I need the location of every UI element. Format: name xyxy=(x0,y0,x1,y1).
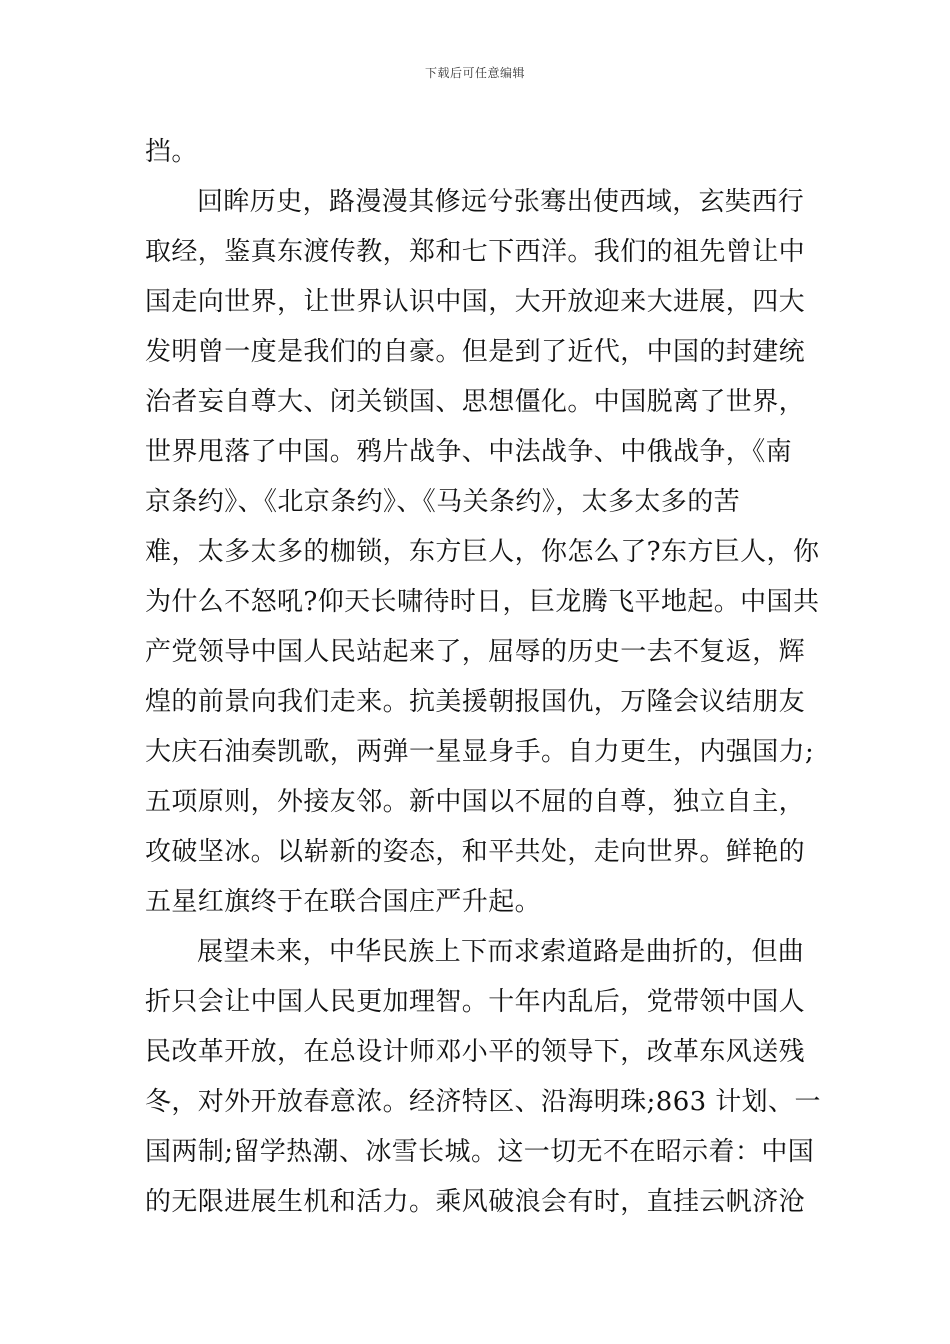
text-line: 挡。 xyxy=(145,137,198,167)
text-line: 攻破坚冰。以崭新的姿态，和平共处，走向世界。鲜艳的 xyxy=(145,837,806,867)
text-line: 折只会让中国人民更加理智。十年内乱后，党带领中国人 xyxy=(145,987,806,1017)
page-header: 下载后可任意编辑 xyxy=(424,66,525,80)
text-line: 为什么不怒吼?仰天长啸待时日，巨龙腾飞平地起。中国共 xyxy=(145,587,820,617)
text-line: 国两制;留学热潮、冰雪长城。这一切无不在昭示着：中国 xyxy=(145,1137,815,1167)
text-line: 世界甩落了中国。鸦片战争、中法战争、中俄战争，《南 xyxy=(145,437,793,467)
text-line: 的无限进展生机和活力。乘风破浪会有时，直挂云帆济沧 xyxy=(145,1187,806,1217)
text-line: 民改革开放，在总设计师邓小平的领导下，改革东风送残 xyxy=(145,1037,806,1067)
text-line: 国走向世界，让世界认识中国，大开放迎来大进展，四大 xyxy=(145,287,806,317)
text-line: 产党领导中国人民站起来了，屈辱的历史一去不复返，辉 xyxy=(145,637,806,667)
text-line: 取经，鉴真东渡传教，郑和七下西洋。我们的祖先曾让中 xyxy=(145,237,806,267)
text-line: 五星红旗终于在联合国庄严升起。 xyxy=(145,887,542,917)
text-line: 五项原则，外接友邻。新中国以不屈的自尊，独立自主， xyxy=(145,787,806,817)
paragraph-first-line: 展望未来，中华民族上下而求索道路是曲折的，但曲 xyxy=(197,937,805,967)
text-line: 治者妄自尊大、闭关锁国、思想僵化。中国脱离了世界， xyxy=(145,387,806,417)
text-line: 发明曾一度是我们的自豪。但是到了近代，中国的封建统 xyxy=(145,337,806,367)
text-line: 煌的前景向我们走来。抗美援朝报国仇，万隆会议结朋友 xyxy=(145,687,806,717)
text-line: 京条约》、《北京条约》、《马关条约》，太多太多的苦 xyxy=(145,487,741,517)
text-line: 难，太多太多的枷锁，东方巨人，你怎么了?东方巨人，你 xyxy=(145,537,820,567)
text-line: 大庆石油奏凯歌，两弹一星显身手。自力更生，内强国力; xyxy=(145,737,815,767)
text-line: 冬，对外开放春意浓。经济特区、沿海明珠;863 计划、一 xyxy=(145,1087,821,1117)
document-body xyxy=(145,127,821,1227)
paragraph-first-line: 回眸历史，路漫漫其修远兮张骞出使西域，玄奘西行 xyxy=(197,187,805,217)
